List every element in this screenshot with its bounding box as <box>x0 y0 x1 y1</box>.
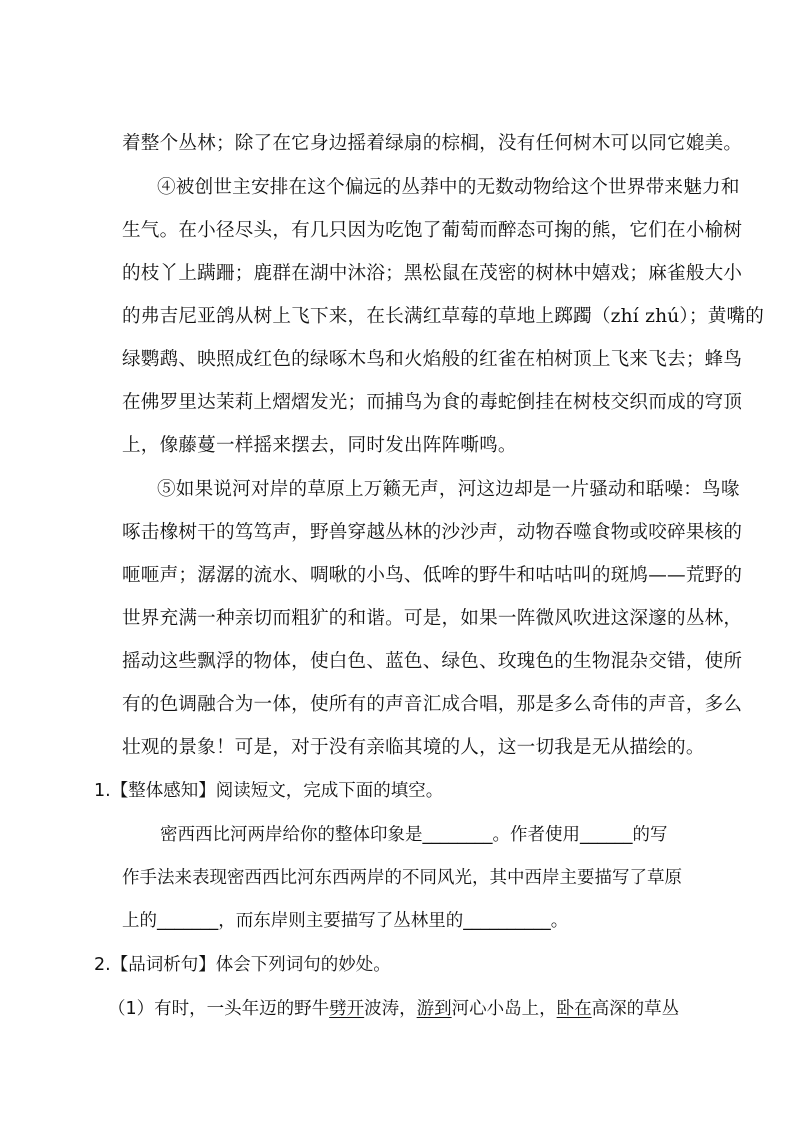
question-number: 1. <box>94 781 111 801</box>
question-number: 2. <box>94 955 111 975</box>
question-1-line-2: 作手法来表现密西西比河东西两岸的不同风光，其中西岸主要描写了草原 <box>122 868 682 888</box>
underlined-word: 卧在 <box>556 999 592 1019</box>
paragraph-4-line-3: 的枝丫上蹒跚；鹿群在湖中沐浴；黑松鼠在茂密的树林中嬉戏；麻雀般大小 <box>122 263 743 284</box>
paragraph-4-line-2: 生气。在小径尽头，有几只因为吃饱了葡萄而醉态可掬的熊，它们在小榆树 <box>122 220 743 241</box>
underlined-word: 劈开 <box>329 999 365 1019</box>
item-text: 河心小岛上， <box>451 999 557 1019</box>
paragraph-5-line-1: ⑤如果说河对岸的草原上万籁无声，河这边却是一片骚动和聒噪：鸟喙 <box>157 479 740 500</box>
paragraph-5-line-5: 摇动这些飘浮的物体，使白色、蓝色、绿色、玫瑰色的生物混杂交错，使所 <box>122 651 743 672</box>
paragraph-5-line-2: 啄击橡树干的笃笃声，野兽穿越丛林的沙沙声，动物吞噬食物或咬碎果核的 <box>122 522 743 543</box>
question-2-heading <box>94 953 391 977</box>
question-2-item-1 <box>108 997 679 1021</box>
question-1-line-1: 密西西比河两岸给你的整体印象是________。作者使用______的写 <box>160 825 668 845</box>
paragraph-5-line-6: 有的色调融合为一体，使所有的声音汇成合唱，那是多么奇伟的声音，多么 <box>122 694 743 715</box>
item-text: 高深的草丛 <box>591 999 680 1019</box>
paragraph-3-tail: 着整个丛林；除了在它身边摇着绿扇的棕榈，没有任何树木可以同它媲美。 <box>122 133 743 154</box>
paragraph-4-line-7: 上，像藤蔓一样摇来摆去，同时发出阵阵嘶鸣。 <box>122 435 517 456</box>
question-1-heading <box>94 779 443 803</box>
paragraph-5-line-4: 世界充满一种亲切而粗犷的和谐。可是，如果一阵微风吹进这深邃的丛林， <box>122 608 743 629</box>
underlined-word: 游到 <box>416 999 452 1019</box>
question-tag: 【品词析句】 <box>110 955 216 975</box>
paragraph-5-line-7: 壮观的景象！可是，对于没有亲临其境的人，这一切我是无从描绘的。 <box>122 737 705 758</box>
item-text: 波涛， <box>364 999 417 1019</box>
paragraph-4-line-4: 的弗吉尼亚鸽从树上飞下来，在长满红草莓的草地上踯躅（zhí zhú）；黄嘴的 <box>122 306 765 327</box>
question-instruction: 阅读短文，完成下面的填空。 <box>215 781 444 801</box>
question-1-line-3: 上的_______，而东岸则主要描写了丛林里的__________。 <box>122 911 569 931</box>
question-instruction: 体会下列词句的妙处。 <box>215 955 391 975</box>
paragraph-4-line-6: 在佛罗里达茉莉上熠熠发光；而捕鸟为食的毒蛇倒挂在树枝交织而成的穹顶 <box>122 392 743 413</box>
paragraph-5-line-3: 咂咂声；潺潺的流水、啁啾的小鸟、低哞的野牛和咕咕叫的斑鸠——荒野的 <box>122 565 743 586</box>
item-text: （1）有时，一头年迈的野牛 <box>108 999 330 1019</box>
paragraph-4-line-1: ④被创世主安排在这个偏远的丛莽中的无数动物给这个世界带来魅力和 <box>157 177 740 198</box>
paragraph-4-line-5: 绿鹦鹉、映照成红色的绿啄木鸟和火焰般的红雀在柏树顶上飞来飞去；蜂鸟 <box>122 349 743 370</box>
question-tag: 【整体感知】 <box>110 781 216 801</box>
